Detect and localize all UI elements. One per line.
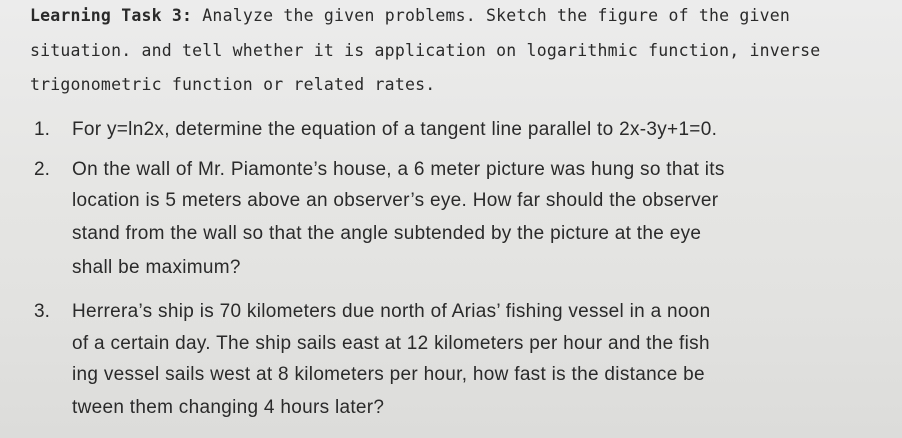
problem-1-line-1: For y=ln2x, determine the equation of a tangent line parallel to 2x-3y+1=0. (72, 119, 718, 140)
intro-line-1 (30, 4, 790, 28)
problem-2-line-1: On the wall of Mr. Piamonte’s house, a 6 meter picture was hung so that its (72, 159, 725, 180)
problem-2-line-3: stand from the wall so that the angle subtended by the picture at the eye (72, 223, 702, 244)
problem-2-line-2: location is 5 meters above an observer’s eye. How far should the observer (72, 190, 719, 211)
problem-2-number: 2. (34, 159, 50, 180)
problem-1-number: 1. (34, 119, 50, 140)
problem-3-number: 3. (34, 301, 50, 322)
task-heading: Learning Task 3: (30, 6, 193, 25)
problem-3-line-1: Herrera’s ship is 70 kilometers due north of Arias’ fishing vessel in a noon (72, 301, 711, 322)
intro-line-2: situation. and tell whether it is application on logarithmic function, inverse (30, 41, 821, 60)
problem-2-line-4: shall be maximum? (72, 257, 241, 278)
problem-3-line-2: of a certain day. The ship sails east at 12 kilometers per hour and the fish (72, 333, 710, 354)
problem-3-line-4: tween them changing 4 hours later? (72, 397, 385, 418)
intro-line-3: trigonometric function or related rates. (30, 75, 436, 94)
problem-3-line-3: ing vessel sails west at 8 kilometers per hour, how fast is the distance be (72, 364, 705, 385)
intro-line-1-text: Analyze the given problems. Sketch the figure of the given (202, 6, 791, 25)
